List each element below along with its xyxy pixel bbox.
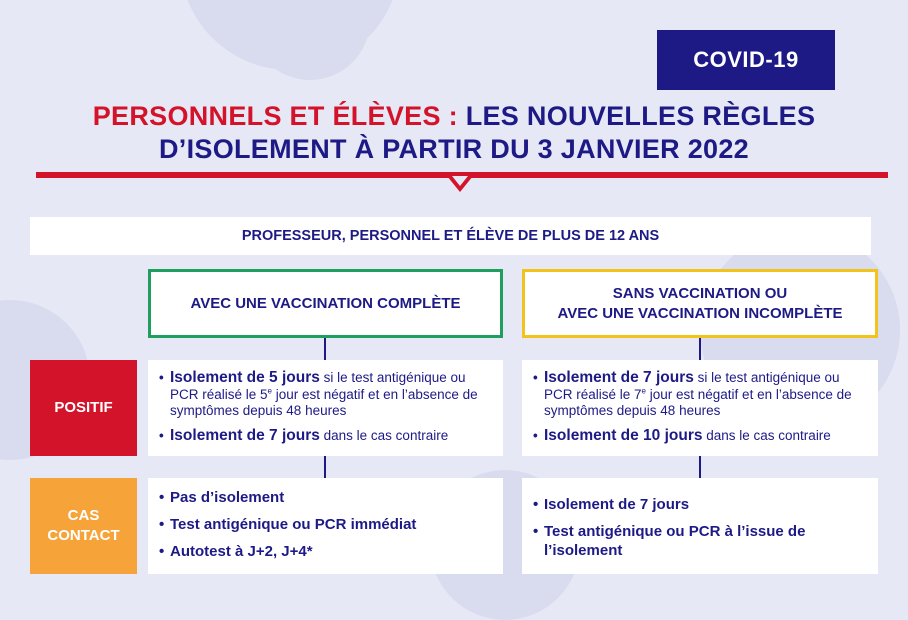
- row-label-positive-text: POSITIF: [54, 399, 113, 416]
- list-item: • Autotest à J+2, J+4*: [170, 542, 489, 561]
- column-header-vaccinated: [148, 269, 503, 338]
- item-text: dans le cas contraire: [319, 427, 449, 443]
- item-emphasis: Isolement de 7 jours: [544, 369, 694, 386]
- cell-positive-unvaccinated: [522, 360, 878, 456]
- cell-contact-vaccinated: [148, 478, 503, 574]
- connector-line: [699, 338, 701, 360]
- list-item: • Isolement de 7 jours: [544, 495, 864, 514]
- title-red-part: PERSONNELS ET ÉLÈVES :: [92, 101, 458, 131]
- cell-positive-vaccinated: [148, 360, 503, 456]
- page-title: [0, 100, 908, 166]
- list-item: [544, 370, 864, 420]
- list-item: [544, 428, 864, 445]
- list-item: • Test antigénique ou PCR immédiat: [170, 515, 489, 534]
- divider-arrow-inner: [452, 176, 468, 186]
- item-text: jour est négatif et en l’absence de symptômes depuis 48 heures: [170, 386, 478, 418]
- item-text: dans le cas contraire: [702, 427, 831, 443]
- row-label-contact: [30, 478, 137, 574]
- list-item: • Test antigénique ou PCR à l’issue de l’isolement: [544, 522, 864, 560]
- list-item: [170, 428, 489, 445]
- covid-badge: COVID-19: [657, 30, 835, 90]
- item-text: si le test antigénique ou PCR réalisé le 5: [170, 370, 466, 402]
- connector-line: [324, 456, 326, 478]
- connector-line: [324, 338, 326, 360]
- list-item: • Pas d’isolement: [170, 488, 489, 507]
- cell-contact-unvaccinated: [522, 478, 878, 574]
- item-superscript: e: [267, 386, 272, 395]
- virus-decoration-icon: [250, 0, 370, 80]
- column-header-vaccinated-label: AVEC UNE VACCINATION COMPLÈTE: [190, 294, 461, 312]
- item-emphasis: Isolement de 10 jours: [544, 426, 703, 444]
- column-header-unvaccinated-line1: SANS VACCINATION OU: [612, 284, 788, 302]
- item-text: jour est négatif et en l’absence de symptômes depuis 48 heures: [544, 386, 852, 418]
- row-label-positive: [30, 360, 137, 456]
- item-emphasis: Isolement de 5 jours: [170, 369, 320, 386]
- item-text: si le test antigénique ou PCR réalisé le 7: [544, 370, 840, 402]
- row-label-contact-line1: CAS: [67, 507, 100, 524]
- row-label-contact-line2: CONTACT: [47, 527, 120, 544]
- column-header-unvaccinated-line2: AVEC UNE VACCINATION INCOMPLÈTE: [557, 304, 843, 322]
- item-emphasis: Isolement de 7 jours: [170, 426, 320, 444]
- title-line-2: D’ISOLEMENT À PARTIR DU 3 JANVIER 2022: [158, 134, 749, 164]
- list-item: [170, 370, 489, 420]
- connector-line: [699, 456, 701, 478]
- column-header-unvaccinated: [522, 269, 878, 338]
- item-superscript: e: [641, 386, 646, 395]
- title-blue-part: LES NOUVELLES RÈGLES: [465, 101, 816, 131]
- audience-subheader: PROFESSEUR, PERSONNEL ET ÉLÈVE DE PLUS DE 12 ANS: [30, 217, 871, 255]
